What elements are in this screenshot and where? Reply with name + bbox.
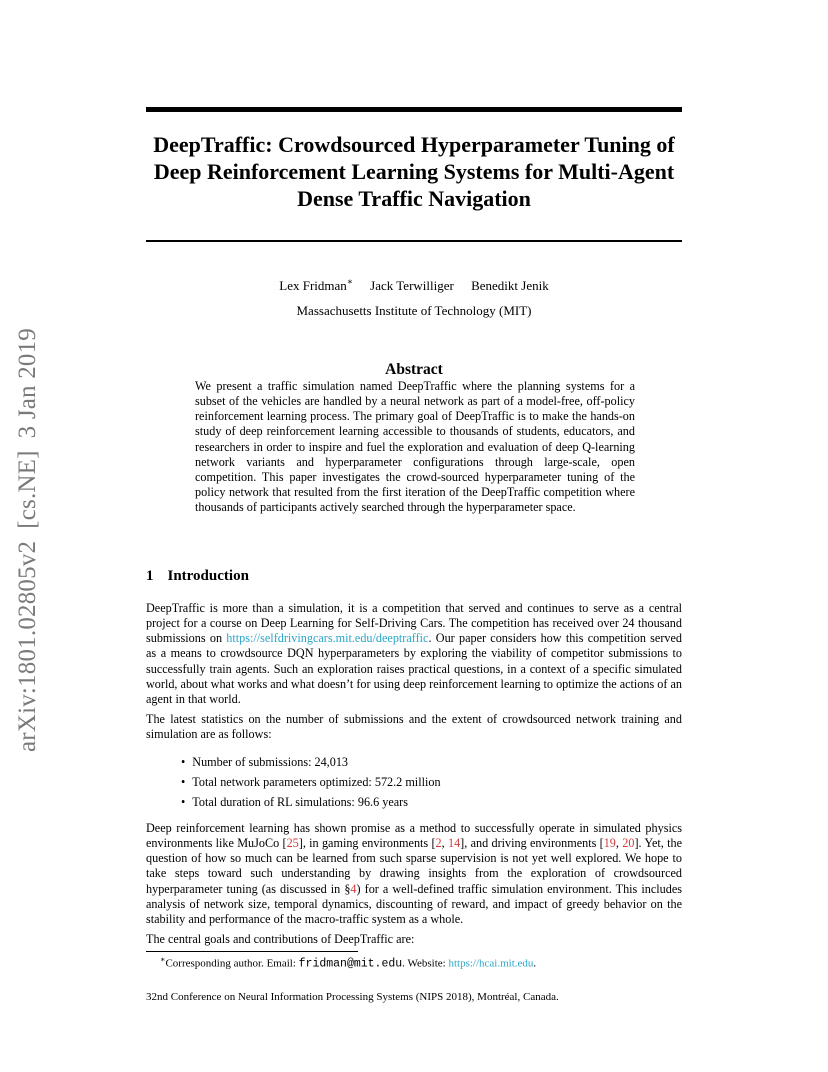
intro-paragraph: The latest statistics on the number of submissions and the extent of crowdsourced network training and simulation are as follows: <box>146 712 682 742</box>
footnote-mark: ∗ <box>160 955 166 964</box>
title-bottom-rule <box>146 240 682 242</box>
deeptraffic-link[interactable]: https://selfdrivingcars.mit.edu/deeptraffic <box>226 631 429 646</box>
author-list <box>146 277 682 294</box>
citation-link[interactable]: 19 <box>603 836 616 851</box>
arxiv-stamp <box>14 316 42 752</box>
statistics-list <box>181 752 441 812</box>
intro-paragraph: Deep reinforcement learning has shown promise as a method to successfully operate in simulated physics environments like MuJoCo [25], in gaming environments [2, 14], and driving environments [19, 20]. Yet, the question of how so much can be learned from such sparse supervision is not yet well explored. We hope to take steps toward such understanding by drawing insights from the exploration of crowdsourced hyperparameter tuning (as discussed in §4) for a well-defined traffic simulation environment. This includes analysis of network size, temporal dynamics, discounting of reward, and impact of greedy behavior on the stability and performance of the macro-traffic system as a whole. <box>146 821 683 926</box>
title-top-rule <box>146 107 682 112</box>
footnote-rule <box>146 951 358 952</box>
arxiv-category: [cs.NE] <box>14 450 41 529</box>
citation-link[interactable]: 25 <box>286 836 299 851</box>
list-item: • Number of submissions: 24,013 <box>181 752 441 772</box>
section-number: 1 <box>146 568 154 584</box>
affiliation: Massachusetts Institute of Technology (MIT) <box>296 303 532 318</box>
footnote: ∗Corresponding author. Email: fridman@mit.edu. Website: https://hcai.mit.edu. <box>160 955 537 971</box>
author: Lex Fridman∗ <box>279 277 353 294</box>
intro-paragraph: The central goals and contributions of DeepTraffic are: <box>146 932 415 946</box>
section-title: Introduction <box>167 568 249 584</box>
section-heading <box>146 568 249 585</box>
intro-paragraph: DeepTraffic is more than a simulation, it is a competition that served and continues to serve as a central project for a course on Deep Learning for Self-Driving Cars. The competition has received over 24 thousand submissions on https://selfdrivingcars.mit.edu/deeptraffic. Our paper considers how this competition served as a means to crowdsource DQN hyperparameters by exploring the viability of competitor submissions to successfully train agents. Such an exploration raises practical questions, in a context of a specific simulated world, about what works and what doesn’t for using deep reinforcement learning to optimize the actions of an agent in that world. <box>146 601 682 706</box>
venue-note: 32nd Conference on Neural Information Processing Systems (NIPS 2018), Montréal, Canada. <box>146 991 559 1003</box>
list-item: • Total network parameters optimized: 572.2 million <box>181 772 441 792</box>
abstract-text: We present a traffic simulation named DeepTraffic where the planning systems for a subset of the vehicles are handled by a neural network as part of a model-free, off-policy reinforcement learning process. The primary goal of DeepTraffic is to make the hands-on study of deep reinforcement learning accessible to thousands of students, educators, and researchers in order to inspire and fuel the exploration and evaluation of deep Q-learning network variants and hyperparameter configurations through large-scale, open competition. This paper investigates the crowd-sourced hyperparameter tuning of the policy network that resulted from the first iteration of the DeepTraffic competition where thousands of participants actively searched through the hyperparameter space. <box>195 379 635 515</box>
section-reference-link[interactable]: 4 <box>350 881 357 896</box>
arxiv-id: arXiv:1801.02805v2 <box>14 540 41 752</box>
arxiv-date: 3 Jan 2019 <box>14 328 41 439</box>
author: Jack Terwilliger <box>370 278 454 294</box>
citation-link[interactable]: 20 <box>622 836 635 851</box>
website-link[interactable]: https://hcai.mit.edu <box>448 957 534 970</box>
corresponding-author-mark: ∗ <box>346 277 353 287</box>
author: Benedikt Jenik <box>471 278 549 294</box>
email-address[interactable]: fridman@mit.edu <box>298 957 403 971</box>
citation-link[interactable]: 2 <box>435 836 442 851</box>
abstract-heading: Abstract <box>385 361 443 378</box>
citation-link[interactable]: 14 <box>447 836 461 851</box>
paper-title: DeepTraffic: Crowdsourced Hyperparameter Tuning of Deep Reinforcement Learning Systems for Multi-Agent Dense Traffic Navigation <box>153 132 675 211</box>
list-item: • Total duration of RL simulations: 96.6 years <box>181 792 441 812</box>
